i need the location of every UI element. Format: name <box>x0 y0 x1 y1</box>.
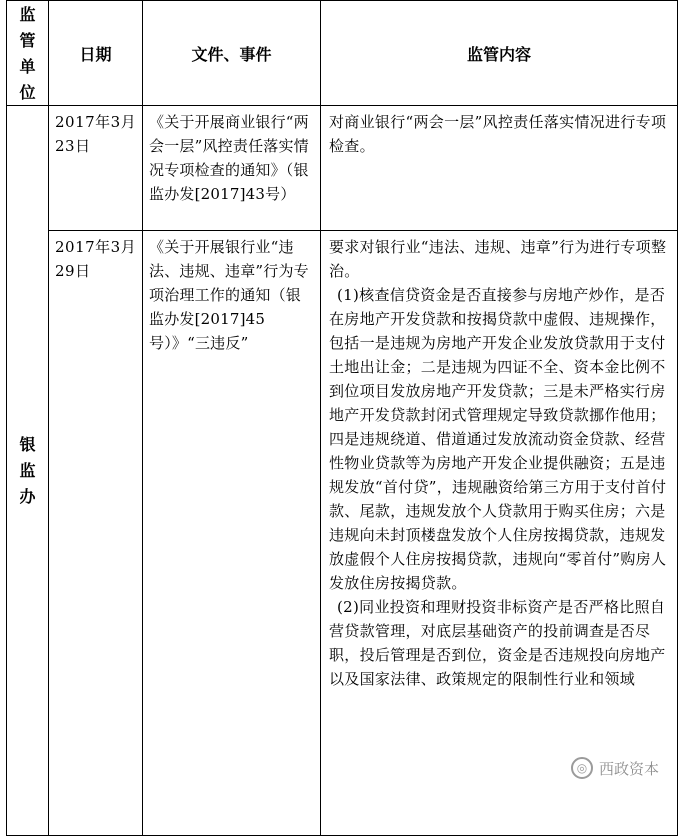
content-cell <box>321 231 678 836</box>
unit-cell <box>7 106 49 836</box>
table-header-row <box>7 1 678 106</box>
header-date: 日期 <box>49 1 143 106</box>
content-paragraph: (2)同业投资和理财投资非标资产是否严格比照自营贷款管理，对底层基础资产的投前调查是否尽职，投后管理是否到位，资金是否违规投向房地产以及国家法律、政策规定的限制性行业和领域 <box>329 598 666 688</box>
date-cell: 2017年3月29日 <box>49 231 143 836</box>
header-unit-char: 监 <box>19 5 36 24</box>
unit-char: 银 <box>19 434 36 454</box>
document-cell: 《关于开展商业银行“两会一层”风控责任落实情况专项检查的通知》（银监办发[2017]43号） <box>143 106 321 231</box>
header-unit-char: 单 <box>19 57 36 76</box>
regulation-table <box>6 0 678 836</box>
circle-logo-icon: ◎ <box>571 757 593 779</box>
header-document: 文件、事件 <box>143 1 321 106</box>
date-cell: 2017年3月23日 <box>49 106 143 231</box>
table-row <box>7 106 678 231</box>
content-cell <box>321 106 678 231</box>
watermark <box>571 757 659 779</box>
header-content: 监管内容 <box>321 1 678 106</box>
table-row <box>7 231 678 836</box>
header-unit <box>7 1 49 106</box>
unit-char: 办 <box>19 486 36 506</box>
content-paragraph: 要求对银行业“违法、违规、违章”行为进行专项整治。 <box>329 238 667 280</box>
header-unit-char: 位 <box>19 83 36 102</box>
watermark-text: 西政资本 <box>598 759 659 778</box>
document-cell: 《关于开展银行业“违法、违规、违章”行为专项治理工作的通知（银监办发[2017]45号）》“三违反” <box>143 231 321 836</box>
header-unit-char: 管 <box>19 31 36 50</box>
content-paragraph: 对商业银行“两会一层”风控责任落实情况进行专项检查。 <box>329 113 667 155</box>
unit-char: 监 <box>19 460 36 480</box>
content-paragraph: (1)核查信贷资金是否直接参与房地产炒作，是否在房地产开发贷款和按揭贷款中虚假、违规操作，包括一是违规为房地产开发企业发放贷款用于支付土地出让金；二是违规为四证不全、资本金比例不到位项目发放房地产开发贷款；三是未严格实行房地产开发贷款封闭式管理规定导致贷款挪作他用；四是违规绕道、借道通过发放流动资金贷款、经营性物业贷款等为房地产开发企业提供融资；五是违规发放“首付贷”，违规融资给第三方用于支付首付款、尾款，违规发放个人贷款用于购买住房；六是违规向未封顶楼盘发放个人住房按揭贷款，违规发放虚假个人住房按揭贷款，违规向“零首付”购房人发放住房按揭贷款。 <box>329 286 667 592</box>
